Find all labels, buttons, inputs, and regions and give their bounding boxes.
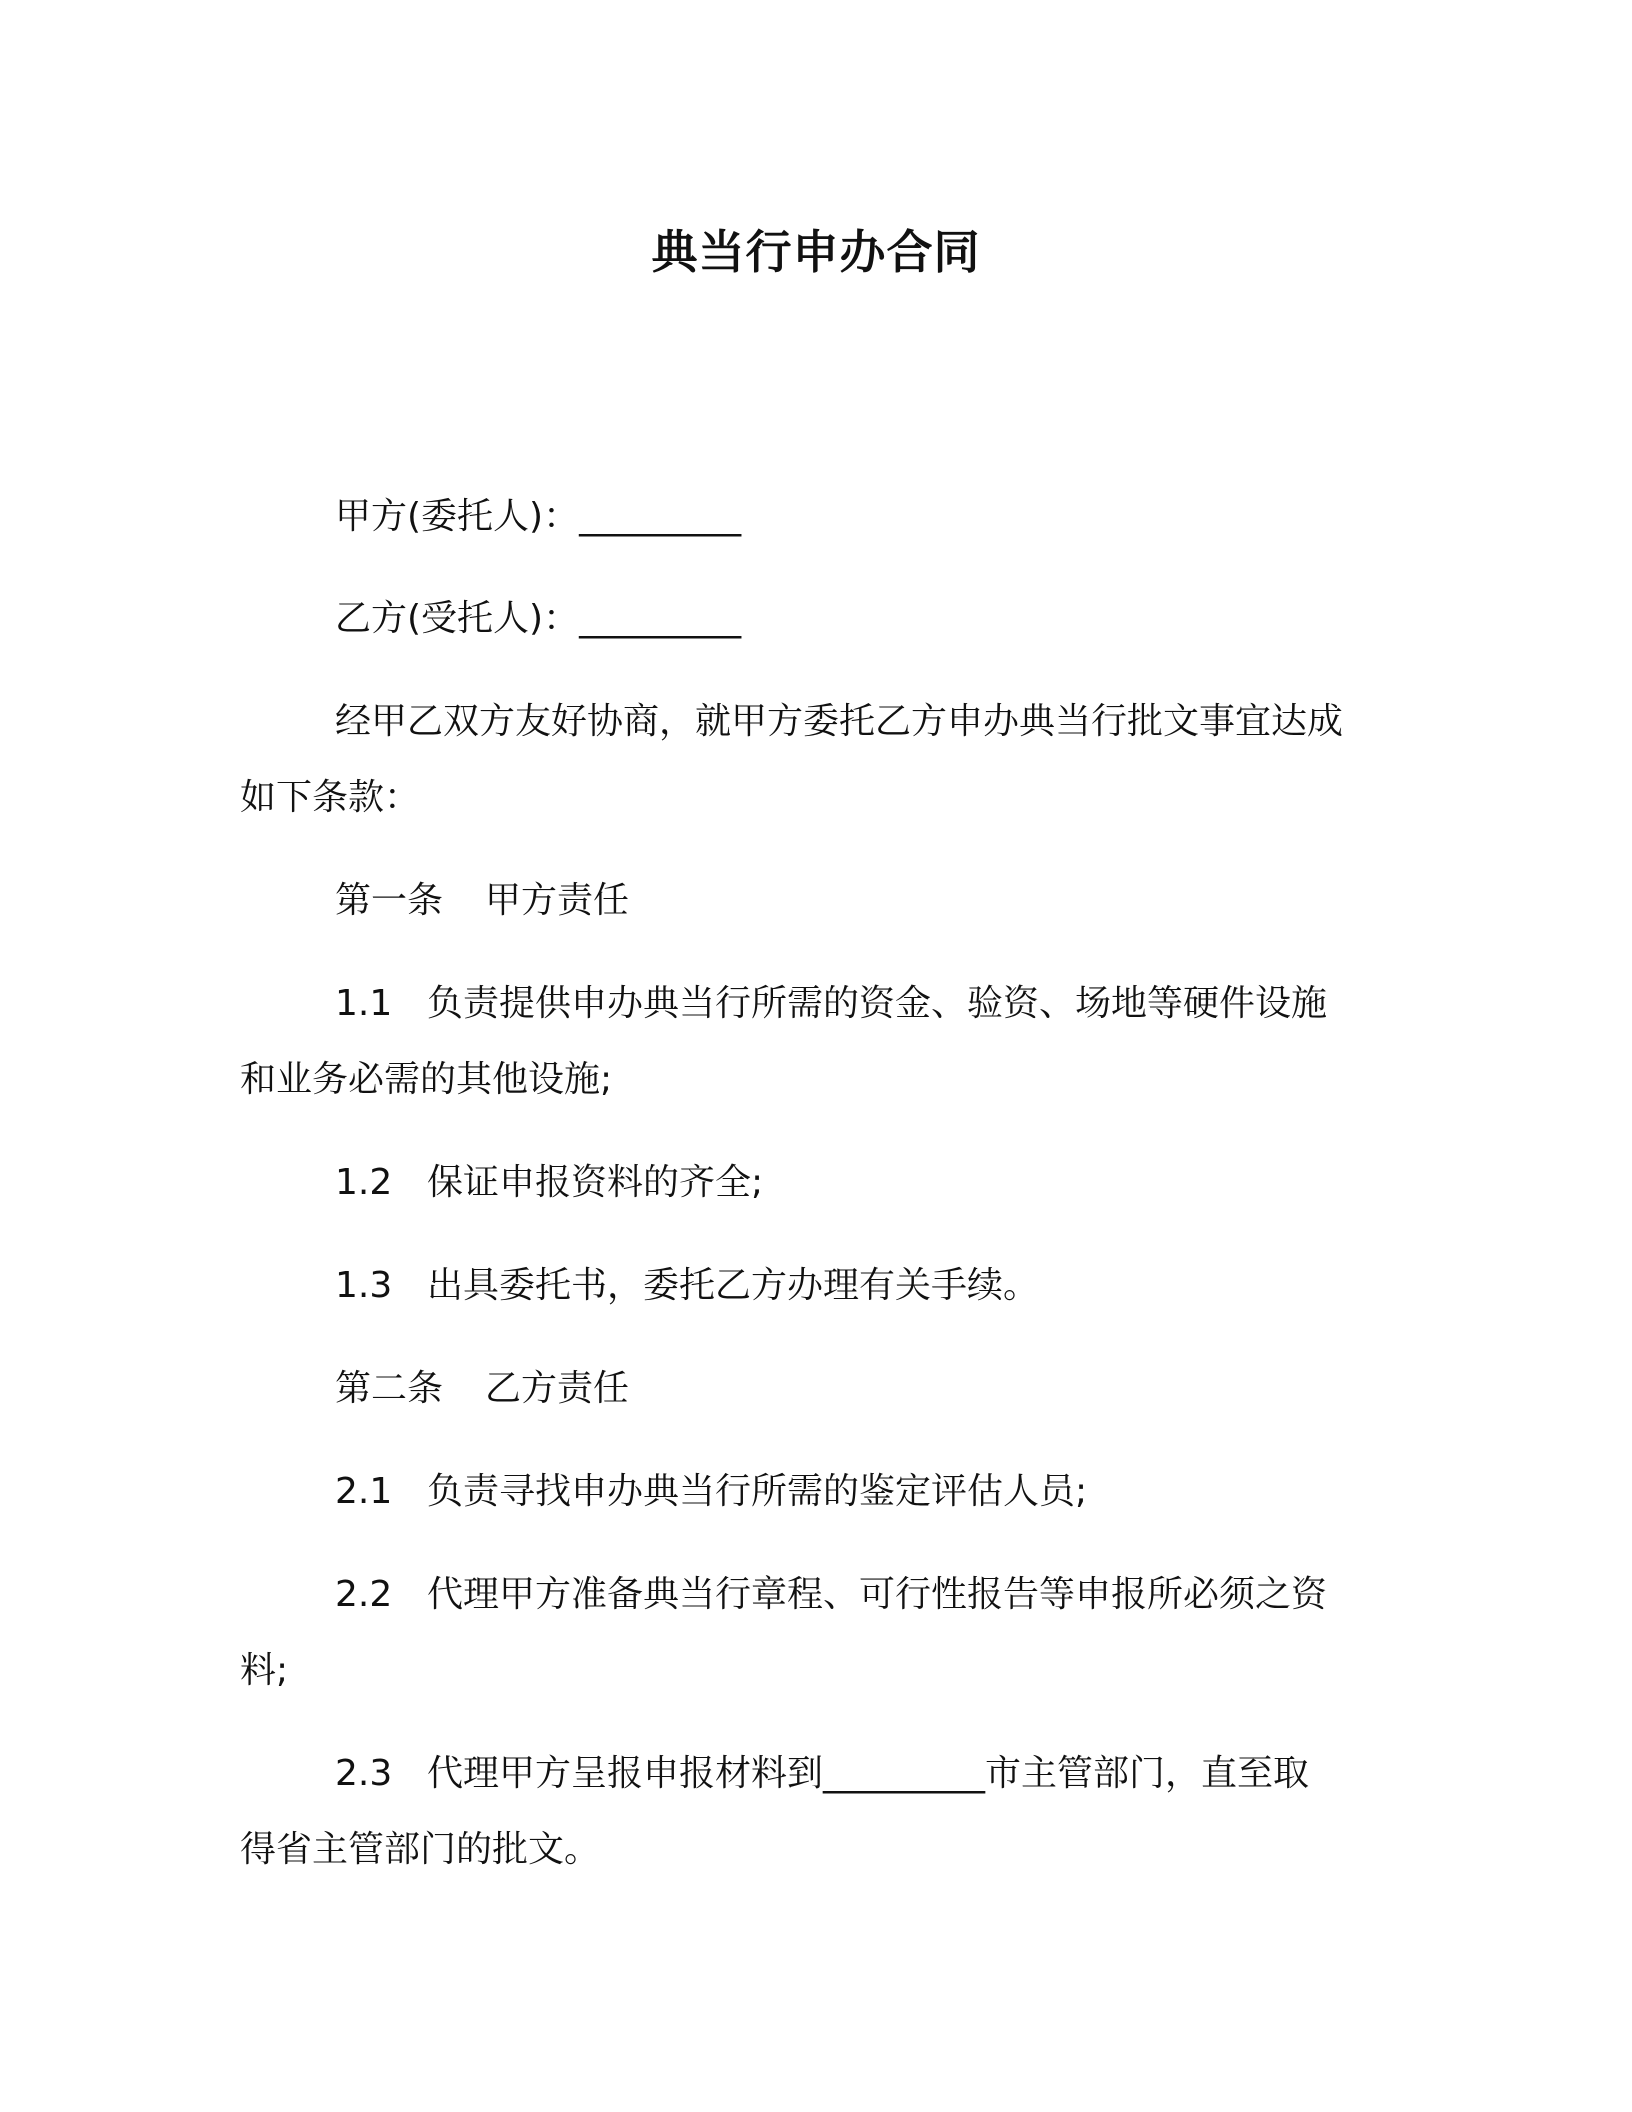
clause-1-2 <box>335 1158 763 1208</box>
party-b-line: 乙方(受托人)：_________ <box>335 598 742 639</box>
clause-number: 1.1 <box>335 983 393 1024</box>
clause-2-3 <box>335 1749 1309 1799</box>
clause-number: 2.1 <box>335 1471 393 1512</box>
clause-2-2-continuation: 料; <box>240 1650 289 1691</box>
clause-1-1-continuation: 和业务必需的其他设施; <box>240 1059 613 1100</box>
clause-number: 1.3 <box>335 1265 393 1306</box>
clause-1-1 <box>335 979 1327 1029</box>
clause-text: 负责提供申办典当行所需的资金、验资、场地等硬件设施 <box>427 983 1328 1024</box>
clause-text: 代理甲方准备典当行章程、可行性报告等申报所必须之资 <box>427 1574 1328 1615</box>
article-2-label: 第二条 <box>335 1368 444 1409</box>
preamble-line-2: 如下条款： <box>240 777 421 818</box>
article-2-heading <box>335 1364 629 1414</box>
clause-text: 保证申报资料的齐全; <box>427 1162 764 1203</box>
clause-text: 代理甲方呈报申报材料到_________市主管部门，直至取 <box>427 1753 1310 1794</box>
article-1-label: 第一条 <box>335 880 444 921</box>
article-1-title: 甲方责任 <box>485 880 630 921</box>
clause-number: 2.3 <box>335 1753 393 1794</box>
article-2-title: 乙方责任 <box>485 1368 630 1409</box>
party-a-line: 甲方(委托人)：_________ <box>335 496 742 537</box>
clause-1-3 <box>335 1261 1039 1311</box>
article-1-heading <box>335 876 629 926</box>
document-title: 典当行申办合同 <box>651 225 981 279</box>
clause-number: 1.2 <box>335 1162 393 1203</box>
clause-number: 2.2 <box>335 1574 393 1615</box>
clause-2-1 <box>335 1467 1087 1517</box>
clause-2-3-continuation: 得省主管部门的批文。 <box>240 1829 601 1870</box>
clause-2-2 <box>335 1570 1327 1620</box>
preamble-line-1: 经甲乙双方友好协商，就甲方委托乙方申办典当行批文事宜达成 <box>335 701 1344 742</box>
clause-text: 负责寻找申办典当行所需的鉴定评估人员; <box>427 1471 1088 1512</box>
clause-text: 出具委托书，委托乙方办理有关手续。 <box>427 1265 1040 1306</box>
